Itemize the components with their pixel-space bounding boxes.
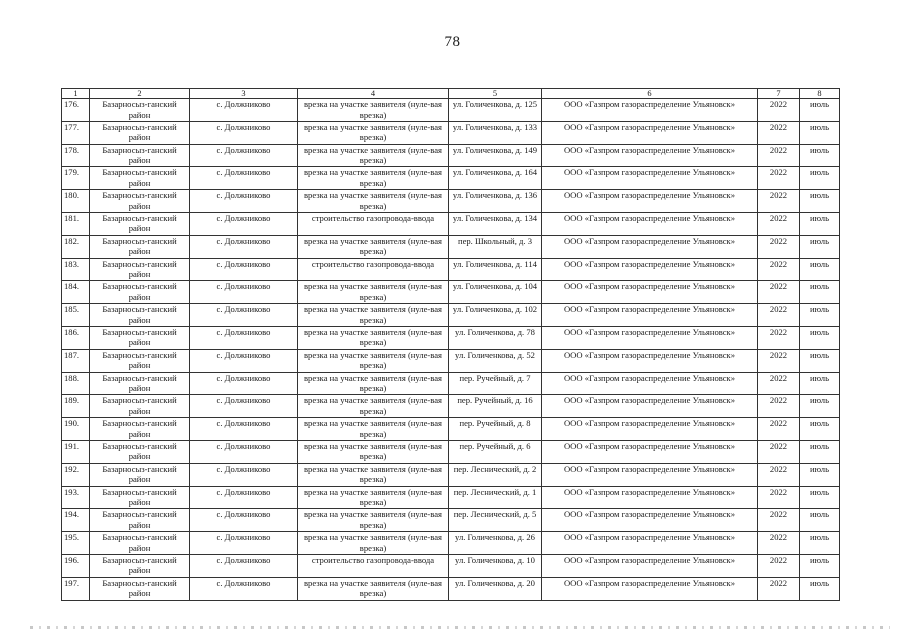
month-cell: июль <box>800 395 840 418</box>
address-cell: пер. Леснический, д. 2 <box>449 463 542 486</box>
column-header: 1 <box>62 89 90 99</box>
year-cell: 2022 <box>758 372 800 395</box>
work-type-cell: врезка на участке заявителя (нуле-вая врезка) <box>298 532 449 555</box>
year-cell: 2022 <box>758 532 800 555</box>
year-cell: 2022 <box>758 486 800 509</box>
district-cell: Базарносыз-ганский район <box>90 281 190 304</box>
village-cell: с. Должниково <box>190 509 298 532</box>
address-cell: ул. Голиченкова, д. 10 <box>449 554 542 577</box>
village-cell: с. Должниково <box>190 395 298 418</box>
row-number: 184. <box>62 281 90 304</box>
year-cell: 2022 <box>758 554 800 577</box>
work-type-cell: врезка на участке заявителя (нуле-вая врезка) <box>298 577 449 600</box>
district-cell: Базарносыз-ганский район <box>90 167 190 190</box>
work-type-cell: врезка на участке заявителя (нуле-вая врезка) <box>298 304 449 327</box>
row-number: 187. <box>62 349 90 372</box>
table-row <box>62 235 840 258</box>
address-cell: ул. Голиченкова, д. 52 <box>449 349 542 372</box>
organization-cell: ООО «Газпром газораспределение Ульяновск» <box>542 463 758 486</box>
table-row <box>62 190 840 213</box>
address-cell: ул. Голиченкова, д. 78 <box>449 326 542 349</box>
work-type-cell: врезка на участке заявителя (нуле-вая врезка) <box>298 121 449 144</box>
table-row <box>62 121 840 144</box>
district-cell: Базарносыз-ганский район <box>90 212 190 235</box>
month-cell: июль <box>800 509 840 532</box>
row-number: 195. <box>62 532 90 555</box>
address-cell: ул. Голиченкова, д. 20 <box>449 577 542 600</box>
year-cell: 2022 <box>758 258 800 281</box>
table-row <box>62 258 840 281</box>
village-cell: с. Должниково <box>190 532 298 555</box>
work-type-cell: врезка на участке заявителя (нуле-вая врезка) <box>298 372 449 395</box>
organization-cell: ООО «Газпром газораспределение Ульяновск» <box>542 167 758 190</box>
table-row <box>62 532 840 555</box>
month-cell: июль <box>800 554 840 577</box>
district-cell: Базарносыз-ганский район <box>90 440 190 463</box>
organization-cell: ООО «Газпром газораспределение Ульяновск» <box>542 235 758 258</box>
district-cell: Базарносыз-ганский район <box>90 554 190 577</box>
table-row <box>62 281 840 304</box>
month-cell: июль <box>800 372 840 395</box>
address-cell: ул. Голиченкова, д. 164 <box>449 167 542 190</box>
column-header: 7 <box>758 89 800 99</box>
work-type-cell: строительство газопровода-ввода <box>298 258 449 281</box>
village-cell: с. Должниково <box>190 440 298 463</box>
row-number: 194. <box>62 509 90 532</box>
district-cell: Базарносыз-ганский район <box>90 144 190 167</box>
table-row <box>62 418 840 441</box>
month-cell: июль <box>800 235 840 258</box>
work-type-cell: строительство газопровода-ввода <box>298 212 449 235</box>
table-body <box>62 99 840 601</box>
year-cell: 2022 <box>758 144 800 167</box>
month-cell: июль <box>800 144 840 167</box>
month-cell: июль <box>800 349 840 372</box>
village-cell: с. Должниково <box>190 99 298 122</box>
village-cell: с. Должниково <box>190 235 298 258</box>
table-row <box>62 304 840 327</box>
village-cell: с. Должниково <box>190 349 298 372</box>
district-cell: Базарносыз-ганский район <box>90 99 190 122</box>
table-row <box>62 99 840 122</box>
village-cell: с. Должниково <box>190 418 298 441</box>
organization-cell: ООО «Газпром газораспределение Ульяновск» <box>542 326 758 349</box>
district-cell: Базарносыз-ганский район <box>90 577 190 600</box>
village-cell: с. Должниково <box>190 144 298 167</box>
work-type-cell: врезка на участке заявителя (нуле-вая врезка) <box>298 167 449 190</box>
row-number: 185. <box>62 304 90 327</box>
month-cell: июль <box>800 99 840 122</box>
row-number: 193. <box>62 486 90 509</box>
village-cell: с. Должниково <box>190 554 298 577</box>
work-type-cell: врезка на участке заявителя (нуле-вая врезка) <box>298 509 449 532</box>
address-cell: пер. Леснический, д. 5 <box>449 509 542 532</box>
table-row <box>62 212 840 235</box>
row-number: 197. <box>62 577 90 600</box>
year-cell: 2022 <box>758 349 800 372</box>
year-cell: 2022 <box>758 235 800 258</box>
row-number: 186. <box>62 326 90 349</box>
address-cell: ул. Голиченкова, д. 125 <box>449 99 542 122</box>
table-row <box>62 167 840 190</box>
work-type-cell: врезка на участке заявителя (нуле-вая врезка) <box>298 326 449 349</box>
organization-cell: ООО «Газпром газораспределение Ульяновск» <box>542 190 758 213</box>
table-row <box>62 144 840 167</box>
village-cell: с. Должниково <box>190 258 298 281</box>
organization-cell: ООО «Газпром газораспределение Ульяновск» <box>542 258 758 281</box>
village-cell: с. Должниково <box>190 577 298 600</box>
column-header: 3 <box>190 89 298 99</box>
year-cell: 2022 <box>758 440 800 463</box>
organization-cell: ООО «Газпром газораспределение Ульяновск» <box>542 304 758 327</box>
column-header: 5 <box>449 89 542 99</box>
row-number: 189. <box>62 395 90 418</box>
organization-cell: ООО «Газпром газораспределение Ульяновск» <box>542 144 758 167</box>
table-header <box>62 89 840 99</box>
address-cell: ул. Голиченкова, д. 136 <box>449 190 542 213</box>
village-cell: с. Должниково <box>190 304 298 327</box>
organization-cell: ООО «Газпром газораспределение Ульяновск» <box>542 349 758 372</box>
column-header: 2 <box>90 89 190 99</box>
organization-cell: ООО «Газпром газораспределение Ульяновск» <box>542 577 758 600</box>
year-cell: 2022 <box>758 463 800 486</box>
row-number: 176. <box>62 99 90 122</box>
row-number: 192. <box>62 463 90 486</box>
table-row <box>62 486 840 509</box>
year-cell: 2022 <box>758 395 800 418</box>
village-cell: с. Должниково <box>190 372 298 395</box>
village-cell: с. Должниково <box>190 463 298 486</box>
district-cell: Базарносыз-ганский район <box>90 258 190 281</box>
district-cell: Базарносыз-ганский район <box>90 121 190 144</box>
organization-cell: ООО «Газпром газораспределение Ульяновск» <box>542 281 758 304</box>
month-cell: июль <box>800 326 840 349</box>
month-cell: июль <box>800 190 840 213</box>
district-cell: Базарносыз-ганский район <box>90 304 190 327</box>
village-cell: с. Должниково <box>190 167 298 190</box>
year-cell: 2022 <box>758 577 800 600</box>
row-number: 180. <box>62 190 90 213</box>
table-row <box>62 463 840 486</box>
work-type-cell: врезка на участке заявителя (нуле-вая врезка) <box>298 281 449 304</box>
row-number: 190. <box>62 418 90 441</box>
work-type-cell: врезка на участке заявителя (нуле-вая врезка) <box>298 349 449 372</box>
district-cell: Базарносыз-ганский район <box>90 395 190 418</box>
district-cell: Базарносыз-ганский район <box>90 235 190 258</box>
district-cell: Базарносыз-ганский район <box>90 463 190 486</box>
month-cell: июль <box>800 577 840 600</box>
organization-cell: ООО «Газпром газораспределение Ульяновск» <box>542 121 758 144</box>
table-row <box>62 577 840 600</box>
organization-cell: ООО «Газпром газораспределение Ульяновск» <box>542 440 758 463</box>
year-cell: 2022 <box>758 190 800 213</box>
address-cell: ул. Голиченкова, д. 102 <box>449 304 542 327</box>
village-cell: с. Должниково <box>190 281 298 304</box>
organization-cell: ООО «Газпром газораспределение Ульяновск» <box>542 372 758 395</box>
village-cell: с. Должниково <box>190 121 298 144</box>
address-cell: ул. Голиченкова, д. 26 <box>449 532 542 555</box>
table-row <box>62 395 840 418</box>
address-cell: пер. Ручейный, д. 16 <box>449 395 542 418</box>
year-cell: 2022 <box>758 326 800 349</box>
header-row <box>62 89 840 99</box>
address-cell: пер. Ручейный, д. 7 <box>449 372 542 395</box>
address-cell: пер. Школьный, д. 3 <box>449 235 542 258</box>
village-cell: с. Должниково <box>190 212 298 235</box>
work-type-cell: врезка на участке заявителя (нуле-вая врезка) <box>298 99 449 122</box>
work-type-cell: врезка на участке заявителя (нуле-вая врезка) <box>298 144 449 167</box>
table-row <box>62 554 840 577</box>
village-cell: с. Должниково <box>190 326 298 349</box>
month-cell: июль <box>800 281 840 304</box>
organization-cell: ООО «Газпром газораспределение Ульяновск» <box>542 99 758 122</box>
month-cell: июль <box>800 167 840 190</box>
row-number: 183. <box>62 258 90 281</box>
organization-cell: ООО «Газпром газораспределение Ульяновск» <box>542 509 758 532</box>
month-cell: июль <box>800 532 840 555</box>
row-number: 182. <box>62 235 90 258</box>
month-cell: июль <box>800 121 840 144</box>
row-number: 191. <box>62 440 90 463</box>
village-cell: с. Должниково <box>190 486 298 509</box>
organization-cell: ООО «Газпром газораспределение Ульяновск» <box>542 395 758 418</box>
organization-cell: ООО «Газпром газораспределение Ульяновск» <box>542 212 758 235</box>
month-cell: июль <box>800 304 840 327</box>
month-cell: июль <box>800 486 840 509</box>
work-type-cell: врезка на участке заявителя (нуле-вая врезка) <box>298 190 449 213</box>
village-cell: с. Должниково <box>190 190 298 213</box>
year-cell: 2022 <box>758 509 800 532</box>
district-cell: Базарносыз-ганский район <box>90 418 190 441</box>
row-number: 196. <box>62 554 90 577</box>
table-row <box>62 509 840 532</box>
month-cell: июль <box>800 212 840 235</box>
district-cell: Базарносыз-ганский район <box>90 326 190 349</box>
organization-cell: ООО «Газпром газораспределение Ульяновск» <box>542 418 758 441</box>
year-cell: 2022 <box>758 304 800 327</box>
page-number: 78 <box>444 34 461 50</box>
work-type-cell: строительство газопровода-ввода <box>298 554 449 577</box>
row-number: 181. <box>62 212 90 235</box>
address-cell: ул. Голиченкова, д. 134 <box>449 212 542 235</box>
column-header: 4 <box>298 89 449 99</box>
month-cell: июль <box>800 463 840 486</box>
district-cell: Базарносыз-ганский район <box>90 190 190 213</box>
district-cell: Базарносыз-ганский район <box>90 372 190 395</box>
work-type-cell: врезка на участке заявителя (нуле-вая врезка) <box>298 486 449 509</box>
address-cell: ул. Голиченкова, д. 104 <box>449 281 542 304</box>
table-row <box>62 326 840 349</box>
year-cell: 2022 <box>758 167 800 190</box>
work-type-cell: врезка на участке заявителя (нуле-вая врезка) <box>298 440 449 463</box>
row-number: 178. <box>62 144 90 167</box>
month-cell: июль <box>800 440 840 463</box>
table-row <box>62 349 840 372</box>
district-cell: Базарносыз-ганский район <box>90 509 190 532</box>
table-row <box>62 440 840 463</box>
scan-artifact <box>30 626 890 629</box>
address-cell: ул. Голиченкова, д. 133 <box>449 121 542 144</box>
organization-cell: ООО «Газпром газораспределение Ульяновск» <box>542 532 758 555</box>
month-cell: июль <box>800 258 840 281</box>
row-number: 188. <box>62 372 90 395</box>
address-cell: пер. Ручейный, д. 8 <box>449 418 542 441</box>
column-header: 6 <box>542 89 758 99</box>
district-cell: Базарносыз-ганский район <box>90 486 190 509</box>
address-cell: пер. Леснический, д. 1 <box>449 486 542 509</box>
work-type-cell: врезка на участке заявителя (нуле-вая врезка) <box>298 418 449 441</box>
row-number: 177. <box>62 121 90 144</box>
gasification-table <box>61 88 840 601</box>
year-cell: 2022 <box>758 99 800 122</box>
organization-cell: ООО «Газпром газораспределение Ульяновск» <box>542 486 758 509</box>
work-type-cell: врезка на участке заявителя (нуле-вая врезка) <box>298 235 449 258</box>
district-cell: Базарносыз-ганский район <box>90 532 190 555</box>
work-type-cell: врезка на участке заявителя (нуле-вая врезка) <box>298 395 449 418</box>
month-cell: июль <box>800 418 840 441</box>
year-cell: 2022 <box>758 281 800 304</box>
district-cell: Базарносыз-ганский район <box>90 349 190 372</box>
table-row <box>62 372 840 395</box>
address-cell: ул. Голиченкова, д. 114 <box>449 258 542 281</box>
year-cell: 2022 <box>758 121 800 144</box>
year-cell: 2022 <box>758 418 800 441</box>
address-cell: ул. Голиченкова, д. 149 <box>449 144 542 167</box>
organization-cell: ООО «Газпром газораспределение Ульяновск» <box>542 554 758 577</box>
row-number: 179. <box>62 167 90 190</box>
address-cell: пер. Ручейный, д. 6 <box>449 440 542 463</box>
work-type-cell: врезка на участке заявителя (нуле-вая врезка) <box>298 463 449 486</box>
column-header: 8 <box>800 89 840 99</box>
year-cell: 2022 <box>758 212 800 235</box>
